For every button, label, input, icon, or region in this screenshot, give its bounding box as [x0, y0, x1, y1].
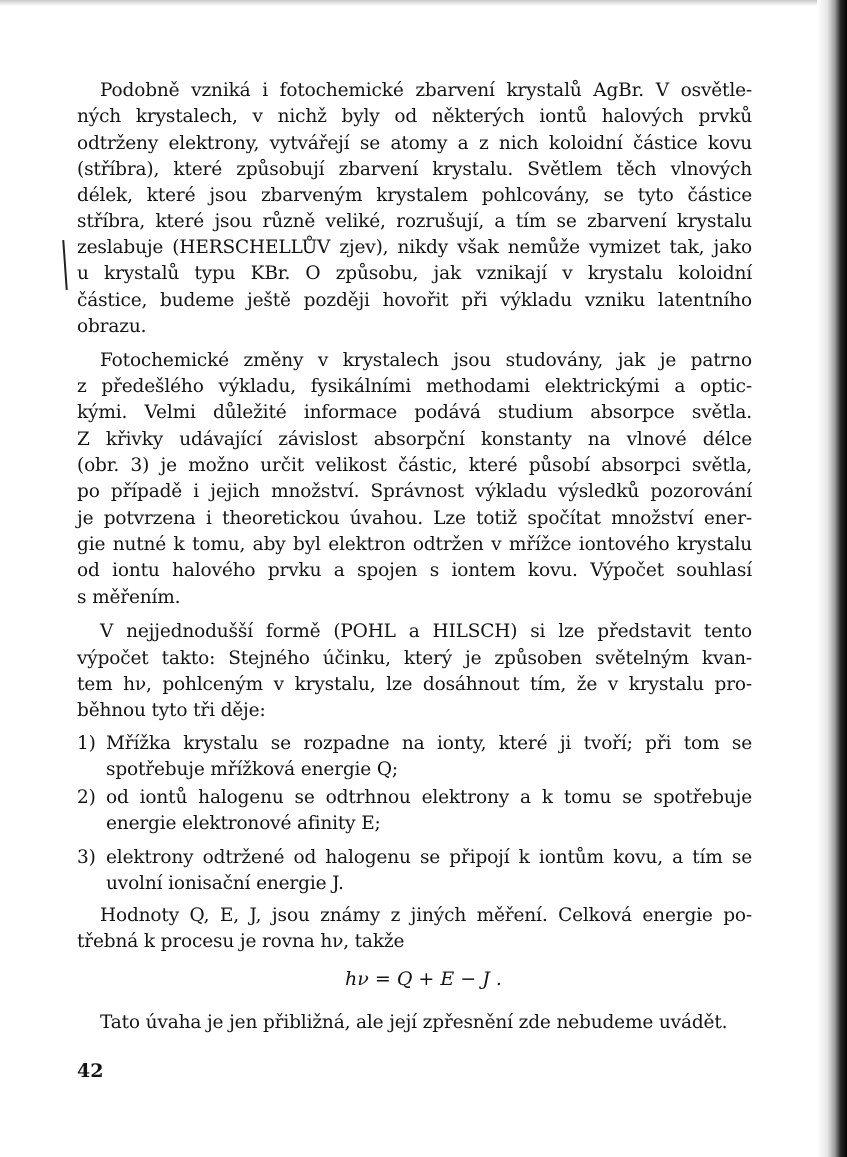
- text-line: Fotochemické změny v krystalech jsou studovány, jak je patrno: [100, 350, 752, 371]
- text-line: (stříbra), které způsobují zbarvení krystalu. Světlem těch vlnových: [77, 159, 752, 180]
- text-line: po případě i jejich množství. Správnost výkladu výsledků pozorování: [77, 481, 752, 502]
- list-marker: 2): [77, 787, 96, 808]
- text-line: stříbra, které jsou různě veliké, rozrušují, a tím se zbarvení krystalu: [77, 211, 752, 232]
- margin-pencil-mark: [62, 240, 67, 290]
- text-line: s měřením.: [77, 587, 181, 608]
- text-line: délek, které jsou zbarveným krystalem pohlcovány, se tyto částice: [77, 185, 752, 206]
- list-item-line: spotřebuje mřížková energie Q;: [106, 759, 398, 780]
- list-item-line: uvolní ionisační energie J.: [106, 873, 344, 894]
- text-line: obrazu.: [77, 316, 147, 337]
- closing-sentence: Tato úvaha je jen přibližná, ale její zpřesnění zde nebudeme uvádět.: [100, 1012, 728, 1033]
- text-line: kými. Velmi důležité informace podává studium absorpce světla.: [77, 402, 752, 423]
- scan-top-shadow: [0, 0, 820, 6]
- list-item-line: od iontů halogenu se odtrhnou elektrony a k tomu se spotřebuje: [106, 787, 752, 808]
- text-line: částice, budeme ještě později hovořit při výkladu vzniku latentního: [77, 290, 752, 311]
- text-line: Hodnoty Q, E, J, jsou známy z jiných měření. Celková energie po-: [100, 905, 752, 926]
- page-number: 42: [77, 1060, 104, 1082]
- text-line: Podobně vzniká i fotochemické zbarvení krystalů AgBr. V osvětle-: [100, 80, 752, 101]
- text-line: u krystalů typu KBr. O způsobu, jak vznikají v krystalu koloidní: [77, 263, 752, 284]
- text-line: gie nutné k tomu, aby byl elektron odtržen v mřížce iontového krystalu: [77, 534, 752, 555]
- text-line: zeslabuje (HERSCHELLŮV zjev), nikdy však nemůže vymizet tak, jako: [77, 237, 752, 258]
- list-item-line: Mřížka krystalu se rozpadne na ionty, které ji tvoří; při tom se: [106, 733, 752, 754]
- text-line: je potvrzena i theoretickou úvahou. Lze totiž spočítat množství ener-: [77, 508, 752, 529]
- list-item-line: elektrony odtržené od halogenu se připojí k iontům kovu, a tím se: [106, 847, 752, 868]
- text-line: běhnou tyto tři děje:: [77, 700, 266, 721]
- text-line: ných krystalech, v nichž byly od některých iontů halových prvků: [77, 106, 752, 127]
- text-line: od iontu halového prvku a spojen s iontem kovu. Výpočet souhlasí: [77, 560, 752, 581]
- text-line: odtrženy elektrony, vytvářejí se atomy a z nich koloidní částice kovu: [77, 133, 752, 154]
- text-line: (obr. 3) je možno určit velikost částic, které působí absorpci světla,: [77, 455, 752, 476]
- list-item-line: energie elektronové afinity E;: [106, 813, 381, 834]
- list-marker: 1): [77, 733, 96, 754]
- text-line: V nejjednodušší formě (POHL a HILSCH) si lze představit tento: [100, 621, 752, 642]
- text-line: výpočet takto: Stejného účinku, který je způsoben světelným kvan-: [77, 648, 752, 669]
- text-line: třebná k procesu je rovna hν, takže: [77, 931, 405, 952]
- text-line: tem hν, pohlceným v krystalu, lze dosáhnout tím, že v krystalu pro-: [77, 674, 752, 695]
- list-marker: 3): [77, 847, 96, 868]
- text-line: z předešlého výkladu, fysikálními methodami elektrickými a optic-: [77, 376, 752, 397]
- equation: hν = Q + E − J .: [345, 968, 502, 990]
- text-line: Z křivky udávající závislost absorpční konstanty na vlnové délce: [77, 429, 752, 450]
